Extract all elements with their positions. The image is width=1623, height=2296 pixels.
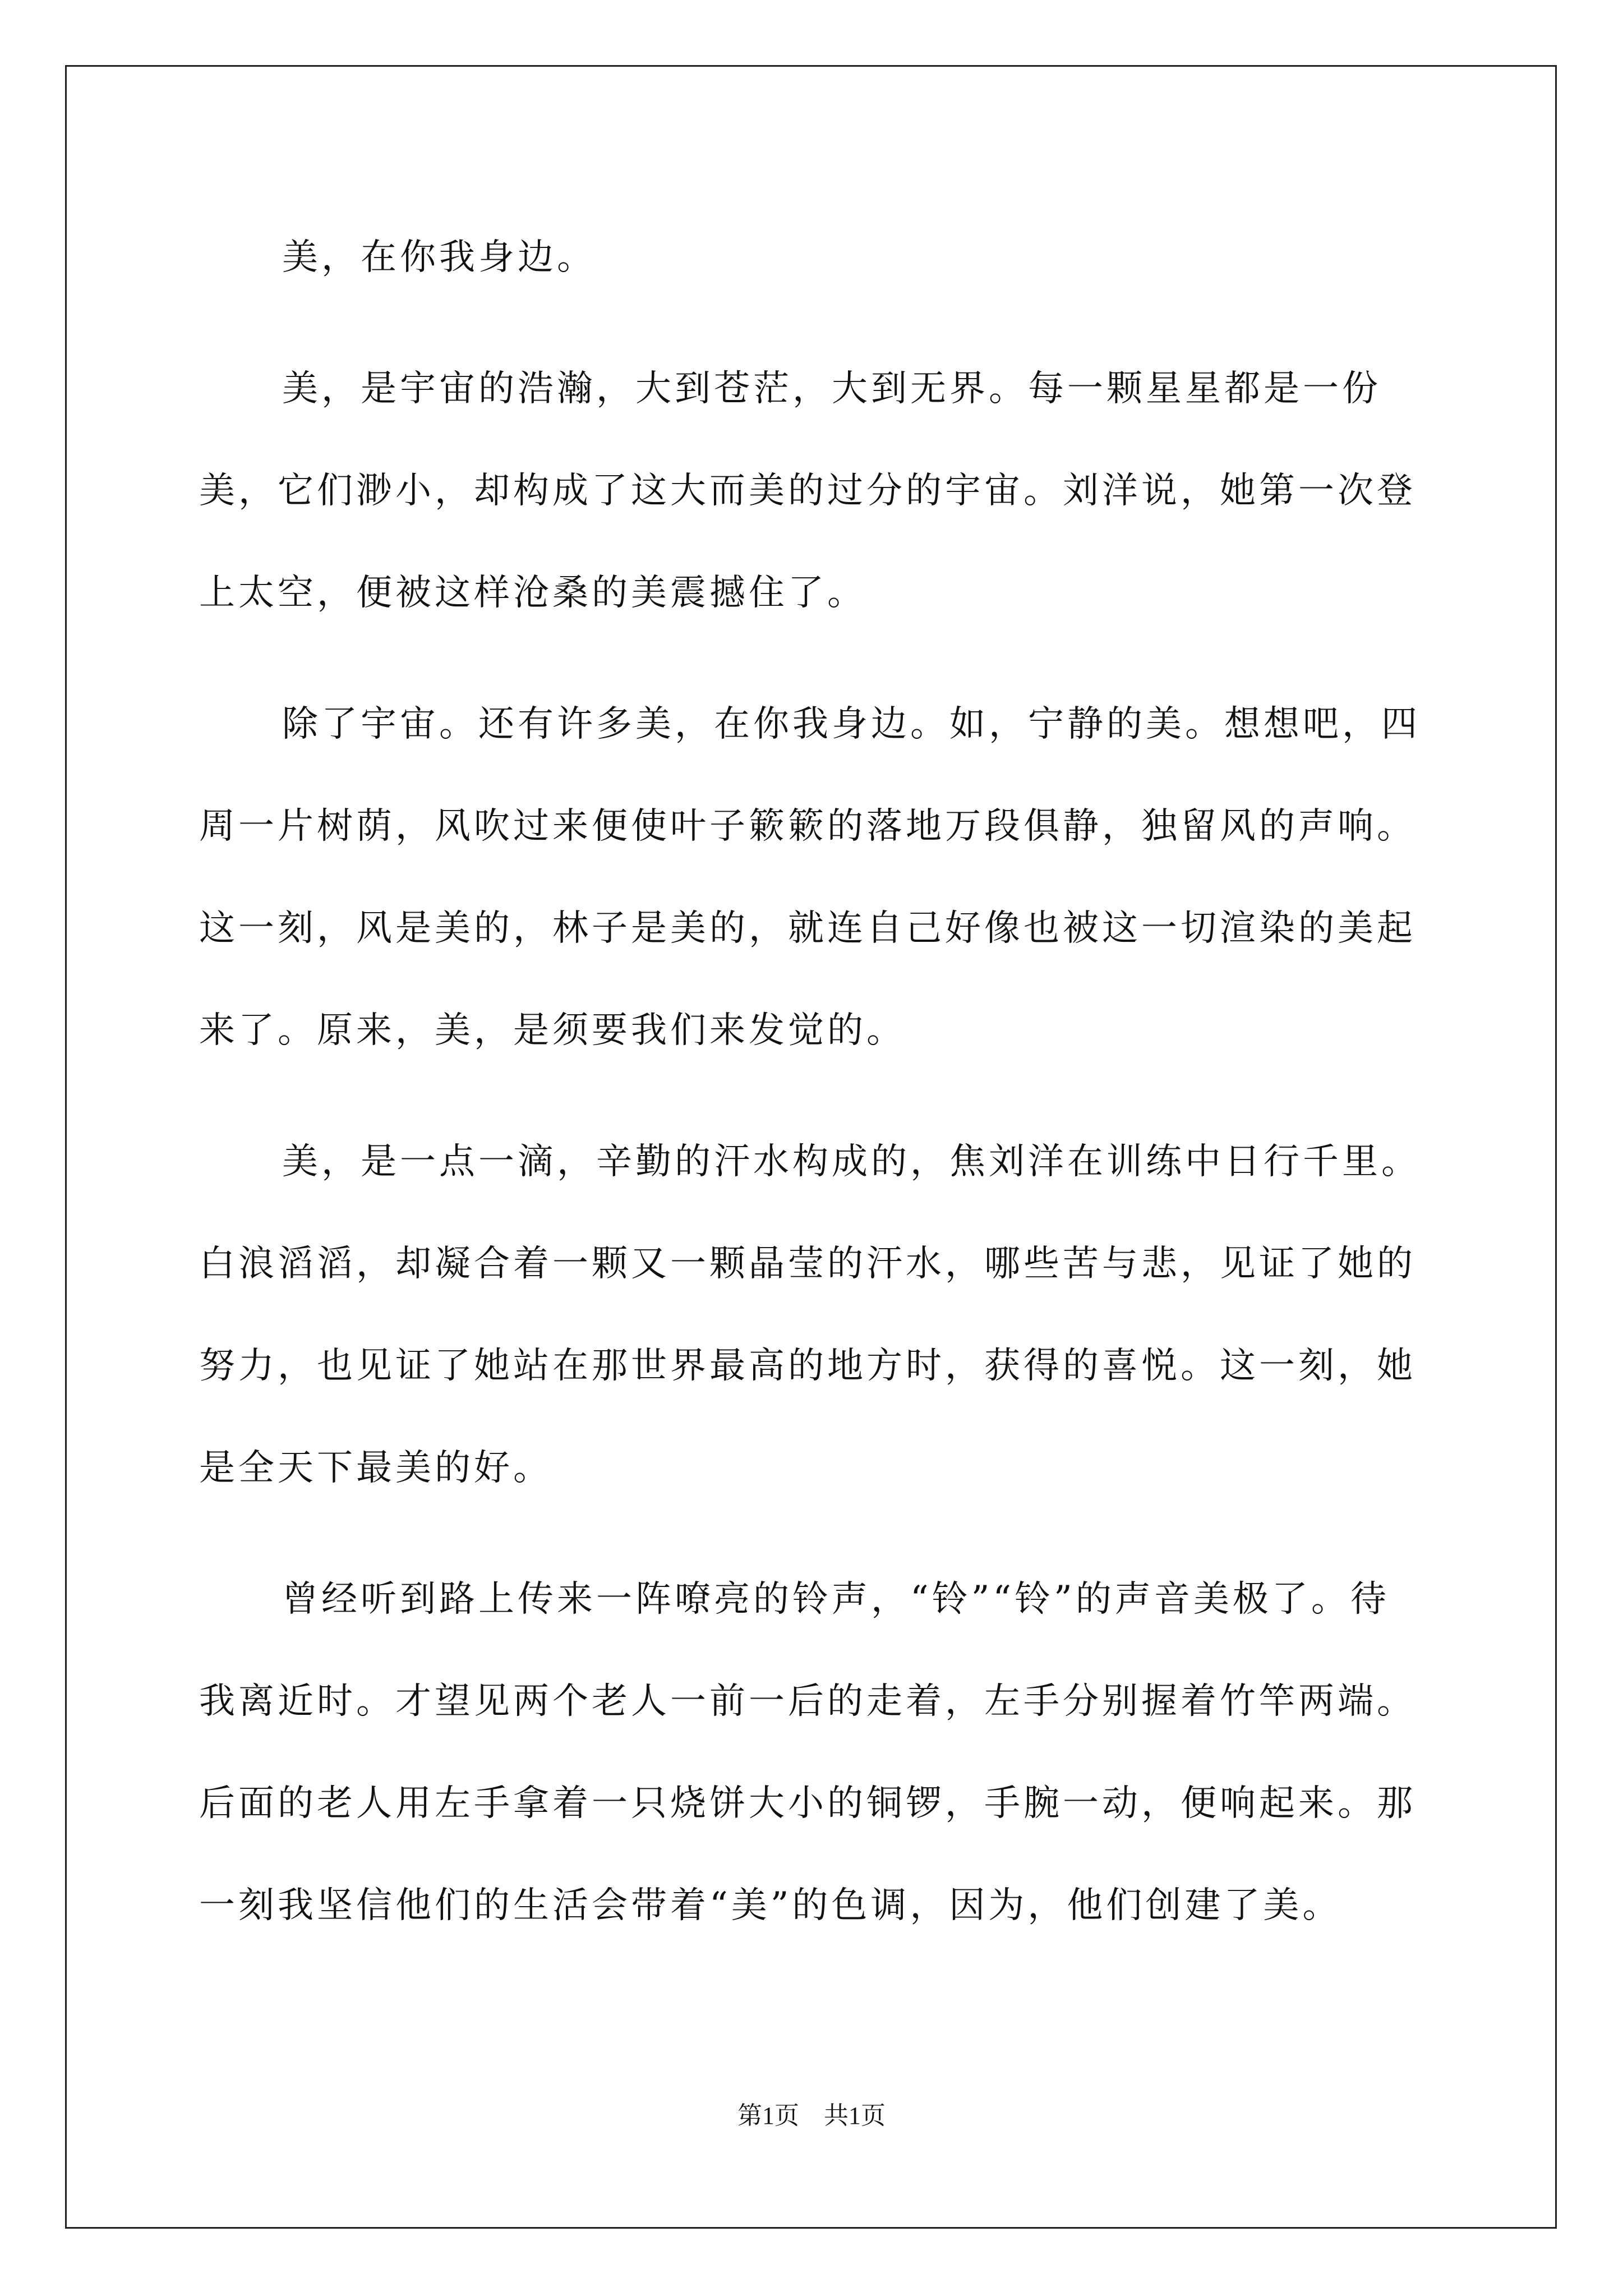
page-footer: 第1页 共1页	[737, 2102, 886, 2129]
paragraph-3: 除了宇宙。还有许多美，在你我身边。如，宁静的美。想想吧，四周一片树荫，风吹过来便使叶子簌簌的落地万段俱静，独留风的声响。这一刻，风是美的，林子是美的，就连自己好像也被这一切渲染的美起来了。原来，美，是须要我们来发觉的。	[199, 703, 1421, 1051]
paragraph-1: 美，在你我身边。	[282, 237, 596, 278]
document-body	[199, 206, 1422, 1986]
paragraph-5: 曾经听到路上传来一阵嘹亮的铃声，“铃”“铃”的声音美极了。待我离近时。才望见两个老人一前一后的走着，左手分别握着竹竿两端。后面的老人用左手拿着一只烧饼大小的铜锣，手腕一动，便响起来。那一刻我坚信他们的生活会带着“美”的色调，因为，他们创建了美。	[199, 1579, 1416, 1926]
paragraph-4: 美，是一点一滴，辛勤的汗水构成的，焦刘洋在训练中日行千里。白浪滔滔，却凝合着一颗又一颗晶莹的汗水，哪些苦与悲，见证了她的努力，也见证了她站在那世界最高的地方时，获得的喜悦。这一刻，她是全天下最美的好。	[199, 1141, 1421, 1489]
paragraph-2: 美，是宇宙的浩瀚，大到苍茫，大到无界。每一颗星星都是一份美，它们渺小，却构成了这大而美的过分的宇宙。刘洋说，她第一次登上太空，便被这样沧桑的美震撼住了。	[199, 368, 1416, 614]
